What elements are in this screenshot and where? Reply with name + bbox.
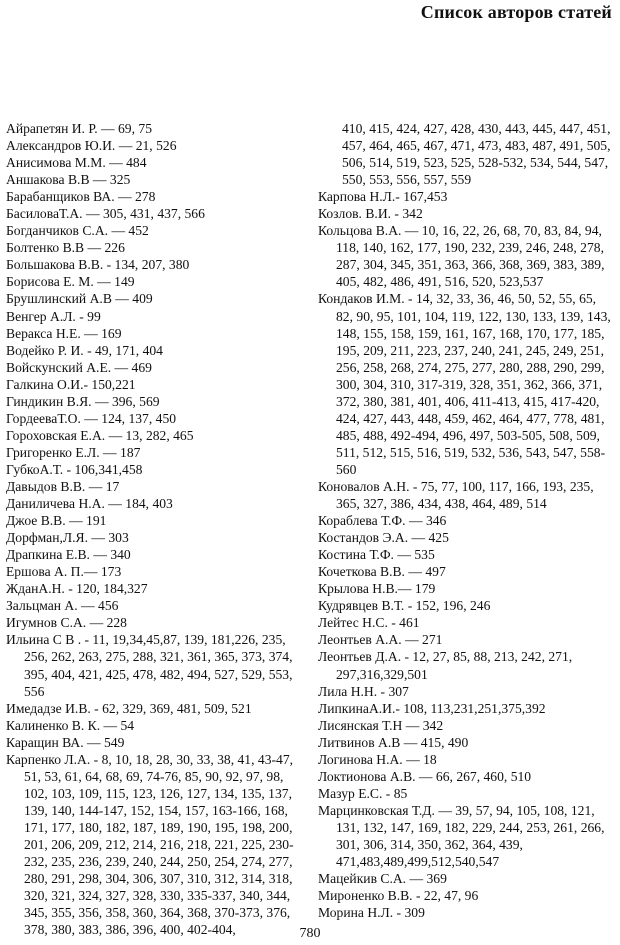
index-entry: Давыдов В.В. — 17 (6, 478, 120, 494)
left-column (6, 120, 306, 938)
index-entry: Брушлинский А.В — 409 (6, 291, 153, 307)
index-entry: Имедадзе И.В. - 62, 329, 369, 481, 509, 521 (6, 700, 252, 716)
index-entry: Лила Н.Н. - 307 (318, 683, 409, 699)
index-entry: Даниличева Н.А. — 184, 403 (6, 496, 173, 512)
index-entry: Мазур Е.С. - 85 (318, 785, 408, 801)
index-entry: Литвинов А.В — 415, 490 (318, 734, 469, 750)
index-entry: Калиненко В. К. — 54 (6, 717, 135, 733)
index-entry: Леонтьев Д.А. - 12, 27, 85, 88, 213, 242, 271, 297,316,329,501 (318, 649, 573, 682)
index-entry: Кораблева Т.Ф. — 346 (318, 513, 447, 529)
index-entry: Крылова Н.В.— 179 (318, 581, 436, 597)
index-entry: Козлов. В.И. - 342 (318, 206, 423, 222)
index-entry: Галкина О.И.- 150,221 (6, 376, 136, 392)
index-entry: Григоренко Е.Л. — 187 (6, 444, 141, 460)
index-entry: Большакова В.В. - 134, 207, 380 (6, 257, 190, 273)
index-entry: Дорфман,Л.Я. — 303 (6, 530, 129, 546)
index-entry: ГубкоА.Т. - 106,341,458 (6, 461, 143, 477)
index-entry: Костина Т.Ф. — 535 (318, 547, 435, 563)
index-entry: Джое В.В. — 191 (6, 513, 107, 529)
index-entry: Войскунский А.Е. — 469 (6, 359, 152, 375)
index-entry: Ильина С В . - 11, 19,34,45,87, 139, 181,226, 235, 256, 262, 263, 275, 288, 321, 361, 365, 373, 374, 395, 404, 421, 425, 478, 482, 494, 527, 529, 553, 556 (6, 632, 293, 699)
index-entry: Костандов Э.А. — 425 (318, 530, 449, 546)
index-entry-continuation: 410, 415, 424, 427, 428, 430, 443, 445, 447, 451, 457, 464, 465, 467, 471, 473, 483, 487, 491, 505, 506, 514, 519, 523, 525, 528-532, 534, 544, 547, 550, 553, 556, 557, 559 (342, 121, 611, 188)
index-entry: Кондаков И.М. - 14, 32, 33, 36, 46, 50, 52, 55, 65, 82, 90, 95, 101, 104, 119, 122, 130, 133, 139, 143, 148, 155, 158, 159, 161, 167, 168, 170, 177, 185, 195, 209, 211, 223, 237, 240, 241, 245, 249, 251, 256, 258, 268, 274, 275, 277, 280, 288, 290, 299, 300, 304, 310, 317-319, 328, 351, 362, 366, 371, 372, 380, 381, 401, 406, 411-413, 415, 417-420, 424, 427, 443, 448, 459, 462, 464, 477, 778, 481, 485, 488, 492-494, 496, 497, 503-505, 508, 509, 511, 512, 515, 516, 519, 532, 536, 543, 547, 558-560 (318, 291, 611, 477)
index-entry: Каращин ВА. — 549 (6, 734, 125, 750)
index-entry: Анисимова М.М. — 484 (6, 155, 147, 171)
page-number: 780 (299, 926, 321, 941)
index-entry: Водейко Р. И. - 49, 171, 404 (6, 342, 163, 358)
right-column (318, 120, 616, 921)
index-entry: Богданчиков С.А. — 452 (6, 223, 149, 239)
index-entry: Зальцман А. — 456 (6, 598, 119, 614)
index-entry: Веракса Н.Е. — 169 (6, 325, 122, 341)
index-entry: Лейтес Н.С. - 461 (318, 615, 420, 631)
index-entry: ЖданА.Н. - 120, 184,327 (6, 581, 148, 597)
index-entry: Морина Н.Л. - 309 (318, 905, 425, 921)
index-entry: Кочеткова В.В. — 497 (318, 564, 446, 580)
index-entry: Коновалов А.Н. - 75, 77, 100, 117, 166, 193, 235, 365, 327, 386, 434, 438, 464, 489, 514 (318, 478, 594, 512)
index-entry: Айрапетян И. Р. — 69, 75 (6, 121, 152, 136)
index-entry: Карпова Н.Л.- 167,453 (318, 189, 448, 205)
index-entry: Локтионова А.В. — 66, 267, 460, 510 (318, 768, 532, 784)
page-header-title: Список авторов статей (420, 2, 612, 22)
index-entry: ЛипкинаА.И.- 108, 113,231,251,375,392 (318, 700, 546, 716)
index-entry: Гиндикин В.Я. — 396, 569 (6, 393, 160, 409)
index-entry: Лисянская Т.Н — 342 (318, 717, 444, 733)
index-entry: Карпенко Л.А. - 8, 10, 18, 28, 30, 33, 38, 41, 43-47, 51, 53, 61, 64, 68, 69, 74-76, 85, 90, 92, 97, 98, 102, 103, 109, 115, 123, 126, 127, 134, 135, 137, 139, 140, 144-147, 152, 154, 157, 163-166, 168, 171, 177, 180, 182, 187, 189, 190, 195, 198, 200, 201, 206, 209, 212, 214, 216, 218, 221, 225, 230-232, 235, 236, 239, 240, 244, 250, 254, 274, 277, 280, 291, 298, 304, 306, 307, 310, 312, 314, 318, 320, 321, 324, 327, 328, 330, 335-337, 340, 344, 345, 355, 356, 358, 360, 364, 368, 370-373, 376, 378, 380, 383, 386, 396, 400, 402-404, (6, 751, 294, 938)
index-entry: Леонтьев А.А. — 271 (318, 632, 443, 648)
index-entry: Александров Ю.И. — 21, 526 (6, 138, 177, 154)
index-entry: Ершова А. П.— 173 (6, 564, 122, 580)
index-entry: Кудрявцев В.Т. - 152, 196, 246 (318, 598, 491, 614)
index-entry: Борисова Е. М. — 149 (6, 274, 135, 290)
index-entry: Мироненко В.В. - 22, 47, 96 (318, 888, 479, 904)
index-entry: Гороховская Е.А. — 13, 282, 465 (6, 427, 194, 443)
index-entry: Мацейкив С.А. — 369 (318, 871, 447, 887)
index-entry: Аншакова В.В — 325 (6, 172, 131, 188)
index-entry: Драпкина Е.В. — 340 (6, 547, 131, 563)
index-entry: Логинова Н.А. — 18 (318, 751, 437, 767)
index-entry: БасиловаТ.А. — 305, 431, 437, 566 (6, 206, 205, 222)
index-entry: Игумнов С.А. — 228 (6, 615, 127, 631)
index-entry: Венгер А.Л. - 99 (6, 308, 101, 324)
index-entry: Болтенко В.В — 226 (6, 240, 125, 256)
index-entry: Кольцова В.А. — 10, 16, 22, 26, 68, 70, 83, 84, 94, 118, 140, 162, 177, 190, 232, 239, 246, 248, 278, 287, 304, 345, 351, 363, 366, 368, 369, 383, 389, 405, 482, 486, 491, 516, 520, 523,537 (318, 223, 605, 290)
index-entry: ГордееваТ.О. — 124, 137, 450 (6, 410, 177, 426)
index-entry: Марцинковская Т.Д. — 39, 57, 94, 105, 108, 121, 131, 132, 147, 169, 182, 229, 244, 253, 261, 266, 301, 306, 314, 350, 362, 364, 439, 471,483,489,499,512,540,547 (318, 802, 605, 870)
index-entry: Барабанщиков ВА. — 278 (6, 189, 156, 205)
